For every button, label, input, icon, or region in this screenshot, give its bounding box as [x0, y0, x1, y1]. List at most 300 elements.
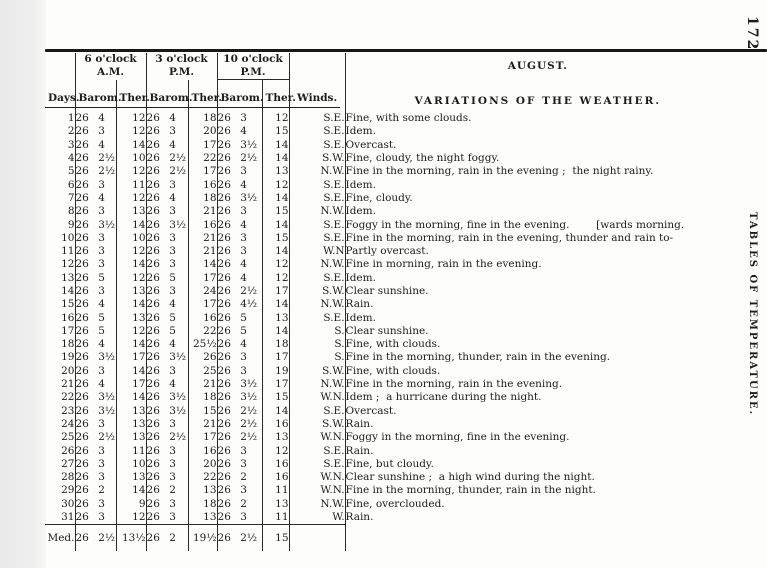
cell-weather: Fine, with clouds. — [345, 338, 441, 351]
cell-winds: N.W. — [289, 298, 345, 311]
cell-winds: S.E. — [289, 272, 345, 285]
table-row — [45, 325, 730, 338]
cell-weather: Fine in the morning, rain in the evening ; the night rainy. — [345, 165, 654, 178]
cell-pm3_ther: 24 — [188, 285, 217, 298]
cell-pm10_bar: 26 2½ — [217, 525, 262, 552]
cell-weather: Fine in the morning, rain in the evening, thunder and rain to- — [345, 231, 674, 244]
cell-am_ther: 13 — [116, 205, 146, 218]
table-row — [45, 458, 730, 471]
cell-day: 9 — [45, 218, 75, 231]
cell-pm3_ther: 21 — [188, 205, 217, 218]
group-header-3pm: 3 o'clock P.M. — [146, 53, 217, 80]
cell-winds: N.W. — [289, 165, 345, 178]
cell-am_ther: 11 — [116, 444, 146, 457]
cell-weather: Fine in the morning, thunder, rain in the evening. — [345, 351, 611, 364]
cell-pm3_bar: 26 3 — [146, 458, 188, 471]
table-head — [45, 53, 730, 112]
cell-am_bar: 26 3 — [75, 444, 116, 457]
cell-pm3_ther: 25 — [188, 365, 217, 378]
cell-winds: S.E. — [289, 218, 345, 231]
cell-pm3_bar: 26 3 — [146, 245, 188, 258]
cell-am_ther: 14 — [116, 484, 146, 497]
cell-am_ther: 14 — [116, 139, 146, 152]
cell-pm10_ther: 14 — [262, 152, 289, 165]
cell-pm3_ther: 21 — [188, 418, 217, 431]
cell-pm10_bar: 26 3 — [217, 444, 262, 457]
cell-pm10_bar: 26 4 — [217, 218, 262, 231]
cell-weather: Clear sunshine. — [345, 285, 429, 297]
cell-weather: Overcast. — [345, 404, 397, 417]
cell-day: 22 — [45, 391, 75, 404]
cell-am_bar: 26 2½ — [75, 165, 116, 178]
cell-am_bar: 26 3 — [75, 418, 116, 431]
cell-am_bar: 26 2½ — [75, 525, 116, 552]
cell-pm3_bar: 26 2 — [146, 525, 188, 552]
table-row — [45, 484, 730, 497]
cell-pm10_bar: 26 4 — [217, 258, 262, 271]
table-row — [45, 165, 730, 178]
cell-day: 30 — [45, 498, 75, 511]
cell-am_ther: 13 — [116, 431, 146, 444]
col-header-barom-6am: Barom. — [75, 80, 116, 113]
cell-pm3_bar: 26 3½ — [146, 218, 187, 231]
cell-pm3_bar: 26 2½ — [146, 165, 187, 178]
cell-pm3_bar: 26 3 — [146, 258, 188, 271]
cell-pm3_ther: 18 — [188, 112, 217, 125]
weather-heading: VARIATIONS OF THE WEATHER. — [414, 95, 662, 107]
cell-winds: S. — [289, 338, 345, 351]
cell-day: 18 — [45, 338, 75, 351]
cell-am_ther: 11 — [116, 178, 146, 191]
table-row — [45, 498, 730, 511]
cell-pm10_bar: 26 3 — [217, 511, 262, 525]
cell-pm10_ther: 18 — [262, 338, 289, 351]
cell-day: 31 — [45, 511, 75, 525]
cell-pm10_ther: 19 — [262, 365, 289, 378]
cell-pm3_bar: 26 5 — [146, 311, 188, 324]
cell-pm10_ther: 17 — [262, 285, 289, 298]
cell-day: 14 — [45, 285, 75, 298]
cell-winds: S.E. — [289, 178, 345, 191]
month-title: AUGUST. — [507, 59, 568, 72]
cell-am_ther: 13 — [116, 418, 146, 431]
winds-header-spacer — [289, 53, 345, 80]
cell-am_ther: 12 — [116, 245, 146, 258]
cell-pm10_ther: 13 — [262, 311, 289, 324]
cell-winds — [289, 525, 345, 552]
cell-pm10_ther: 12 — [262, 112, 289, 125]
cell-weather: Fine, but cloudy. — [345, 457, 434, 470]
cell-day: 3 — [45, 139, 75, 152]
cell-pm3_bar: 26 4 — [146, 298, 188, 311]
cell-pm10_bar: 26 2½ — [217, 152, 262, 165]
cell-weather: Fine in the morning, rain in the evening. — [345, 378, 563, 391]
cell-pm10_bar: 26 3 — [217, 232, 262, 245]
cell-weather: Fine, with some clouds. — [345, 112, 472, 125]
cell-am_bar: 26 4 — [75, 139, 116, 152]
cell-pm10_ther: 12 — [262, 444, 289, 457]
cell-am_ther: 12 — [116, 511, 146, 525]
cell-pm10_ther: 15 — [262, 232, 289, 245]
cell-am_ther: 14 — [116, 218, 146, 231]
cell-am_bar: 26 3½ — [75, 391, 116, 404]
cell-day: 17 — [45, 325, 75, 338]
cell-weather: Foggy in the morning, fine in the evening. [wards morning. — [345, 218, 685, 231]
cell-pm10_ther: 16 — [262, 458, 289, 471]
cell-am_ther: 12 — [116, 325, 146, 338]
cell-pm3_ther: 18 — [188, 192, 217, 205]
cell-pm3_bar: 26 4 — [146, 112, 188, 125]
table-row — [45, 218, 730, 231]
cell-pm3_ther: 20 — [188, 458, 217, 471]
cell-pm3_bar: 26 3 — [146, 205, 188, 218]
cell-winds: W.N. — [289, 484, 345, 497]
cell-am_ther: 12 — [116, 272, 146, 285]
cell-am_bar: 26 5 — [75, 311, 116, 324]
table-row — [45, 125, 730, 138]
cell-am_ther: 10 — [116, 232, 146, 245]
cell-pm3_ther: 16 — [188, 444, 217, 457]
cell-day: 16 — [45, 311, 75, 324]
cell-pm3_ther: 15 — [188, 405, 217, 418]
cell-weather — [345, 525, 730, 552]
cell-day: 29 — [45, 484, 75, 497]
cell-pm3_ther: 17 — [188, 272, 217, 285]
cell-weather: Overcast. — [345, 138, 397, 151]
cell-pm3_bar: 26 4 — [146, 378, 188, 391]
cell-day: 2 — [45, 125, 75, 138]
table-row — [45, 378, 730, 391]
cell-day: 19 — [45, 351, 75, 364]
cell-weather: Idem. — [345, 271, 376, 284]
cell-pm10_bar: 26 5 — [217, 311, 262, 324]
table-row — [45, 418, 730, 431]
table-row — [45, 192, 730, 205]
cell-pm10_ther: 11 — [262, 484, 289, 497]
table-row — [45, 338, 730, 351]
cell-pm10_bar: 26 3 — [217, 458, 262, 471]
cell-weather: Idem. — [345, 178, 376, 191]
cell-pm10_ther: 14 — [262, 405, 289, 418]
cell-day: 26 — [45, 444, 75, 457]
table-row — [45, 431, 730, 444]
cell-pm3_bar: 26 3 — [146, 125, 188, 138]
group-header-10pm: 10 o'clock P.M. — [217, 53, 289, 80]
cell-pm10_ther: 12 — [262, 258, 289, 271]
cell-am_bar: 26 4 — [75, 298, 116, 311]
cell-am_bar: 26 3 — [75, 285, 116, 298]
cell-pm10_bar: 26 3½ — [217, 192, 262, 205]
page-gutter-shadow — [0, 0, 46, 568]
cell-am_ther: 14 — [116, 391, 146, 404]
cell-pm10_ther: 15 — [262, 205, 289, 218]
cell-weather: Clear sunshine ; a high wind during the night. — [345, 471, 595, 484]
cell-pm3_ther: 13 — [188, 484, 217, 497]
table-row — [45, 258, 730, 271]
cell-pm3_ther: 22 — [188, 325, 217, 338]
cell-pm10_bar: 26 3½ — [217, 378, 262, 391]
cell-am_ther: 13 — [116, 405, 146, 418]
cell-winds: W.N. — [289, 471, 345, 484]
cell-pm3_bar: 26 2½ — [146, 152, 187, 165]
table-row — [45, 525, 730, 552]
group-header-row — [45, 53, 730, 80]
cell-pm10_ther: 14 — [262, 218, 289, 231]
col-header-ther-6am: Ther. — [116, 80, 146, 113]
table-row — [45, 112, 730, 125]
cell-pm10_ther: 13 — [262, 431, 289, 444]
cell-weather: Fine, cloudy, the night foggy. — [345, 152, 500, 165]
cell-weather: Idem ; a hurricane during the night. — [345, 391, 542, 404]
cell-pm10_ther: 12 — [262, 272, 289, 285]
cell-winds: S.E. — [289, 192, 345, 205]
table-row — [45, 365, 730, 378]
cell-am_ther: 13½ — [116, 525, 146, 552]
cell-pm3_bar: 26 3 — [146, 471, 188, 484]
cell-pm10_bar: 26 2 — [217, 471, 262, 484]
cell-pm10_ther: 13 — [262, 498, 289, 511]
cell-pm10_ther: 15 — [262, 125, 289, 138]
table-row — [45, 351, 730, 364]
cell-pm3_bar: 26 5 — [146, 272, 188, 285]
cell-day: Med. — [45, 525, 75, 552]
cell-pm10_bar: 26 4 — [217, 125, 262, 138]
running-side-title: TABLES OF TEMPERATURE. — [747, 212, 758, 417]
cell-pm3_bar: 26 2½ — [146, 431, 187, 444]
cell-am_ther: 13 — [116, 471, 146, 484]
cell-pm10_ther: 14 — [262, 298, 289, 311]
cell-am_bar: 26 3 — [75, 232, 116, 245]
cell-winds: S.E. — [289, 311, 345, 324]
cell-pm3_ther: 14 — [188, 258, 217, 271]
table-row — [45, 178, 730, 191]
cell-pm3_ther: 17 — [188, 165, 217, 178]
cell-winds: W.N. — [289, 431, 345, 444]
cell-pm3_ther: 13 — [188, 511, 217, 525]
cell-pm3_ther: 18 — [188, 498, 217, 511]
cell-am_bar: 26 5 — [75, 325, 116, 338]
cell-day: 12 — [45, 258, 75, 271]
cell-winds: S. — [289, 351, 345, 364]
cell-am_bar: 26 3 — [75, 125, 116, 138]
cell-am_ther: 12 — [116, 125, 146, 138]
cell-winds: S. — [289, 325, 345, 338]
cell-pm10_ther: 14 — [262, 139, 289, 152]
cell-pm3_bar: 26 2 — [146, 484, 188, 497]
cell-pm3_ther: 16 — [188, 311, 217, 324]
cell-pm10_bar: 26 4 — [217, 338, 262, 351]
cell-pm3_ther: 21 — [188, 378, 217, 391]
cell-am_bar: 26 3½ — [75, 351, 116, 364]
cell-am_bar: 26 4 — [75, 112, 116, 125]
cell-pm10_ther: 13 — [262, 165, 289, 178]
cell-weather: Foggy in the morning, fine in the evening. — [345, 431, 570, 444]
cell-day: 10 — [45, 232, 75, 245]
cell-day: 7 — [45, 192, 75, 205]
cell-am_ther: 14 — [116, 298, 146, 311]
cell-winds: S.W. — [289, 285, 345, 298]
cell-am_bar: 26 2½ — [75, 431, 116, 444]
cell-day: 15 — [45, 298, 75, 311]
cell-day: 27 — [45, 458, 75, 471]
cell-winds: S.E. — [289, 444, 345, 457]
cell-pm10_ther: 17 — [262, 378, 289, 391]
cell-am_bar: 26 3 — [75, 498, 116, 511]
cell-day: 21 — [45, 378, 75, 391]
col-header-ther-10pm: Ther. — [262, 80, 289, 113]
col-header-barom-3pm: Barom. — [146, 80, 188, 113]
table-row — [45, 405, 730, 418]
cell-pm10_ther: 14 — [262, 245, 289, 258]
col-header-ther-3pm: Ther. — [188, 80, 217, 113]
cell-weather: Rain. — [345, 511, 374, 524]
cell-pm3_ther: 16 — [188, 178, 217, 191]
cell-day: 5 — [45, 165, 75, 178]
cell-pm3_bar: 26 5 — [146, 325, 188, 338]
cell-pm10_bar: 26 5 — [217, 325, 262, 338]
table-row — [45, 272, 730, 285]
cell-pm3_ther: 22 — [188, 152, 217, 165]
table-row — [45, 298, 730, 311]
cell-day: 6 — [45, 178, 75, 191]
cell-weather: Rain. — [345, 298, 374, 311]
cell-pm3_ther: 26 — [188, 351, 217, 364]
cell-weather: Idem. — [345, 311, 376, 324]
table-row — [45, 471, 730, 484]
cell-pm10_bar: 26 2 — [217, 498, 262, 511]
cell-pm3_ther: 19½ — [188, 525, 217, 552]
cell-am_bar: 26 2 — [75, 484, 116, 497]
cell-weather: Rain. — [345, 417, 374, 430]
cell-winds: S.E. — [289, 405, 345, 418]
cell-day: 4 — [45, 152, 75, 165]
cell-weather: Rain. — [345, 444, 374, 457]
cell-pm3_bar: 26 3½ — [146, 391, 187, 404]
cell-pm10_ther: 15 — [262, 391, 289, 404]
cell-pm3_bar: 26 3 — [146, 178, 188, 191]
cell-pm3_ther: 18 — [188, 391, 217, 404]
cell-am_bar: 26 3 — [75, 178, 116, 191]
cell-pm10_ther: 14 — [262, 192, 289, 205]
cell-weather: Clear sunshine. — [345, 324, 429, 337]
cell-pm10_bar: 26 3 — [217, 365, 262, 378]
cell-pm3_bar: 26 4 — [146, 139, 188, 152]
cell-pm3_ther: 21 — [188, 245, 217, 258]
cell-winds: S.E. — [289, 139, 345, 152]
table-row — [45, 205, 730, 218]
cell-am_bar: 26 3 — [75, 258, 116, 271]
cell-winds: S.E. — [289, 125, 345, 138]
cell-weather: Idem. — [345, 205, 376, 218]
cell-winds: N.W. — [289, 205, 345, 218]
table-row — [45, 311, 730, 324]
col-header-barom-10pm: Barom. — [217, 80, 262, 113]
cell-pm10_bar: 26 3 — [217, 351, 262, 364]
cell-am_ther: 14 — [116, 338, 146, 351]
cell-pm3_bar: 26 3 — [146, 498, 188, 511]
cell-day: 8 — [45, 205, 75, 218]
cell-pm3_bar: 26 4 — [146, 192, 188, 205]
cell-am_ther: 13 — [116, 311, 146, 324]
table-row — [45, 139, 730, 152]
group-header-6am: 6 o'clock A.M. — [75, 53, 146, 80]
cell-pm3_bar: 26 4 — [146, 338, 188, 351]
cell-am_ther: 10 — [116, 152, 146, 165]
cell-pm3_bar: 26 3½ — [146, 404, 187, 417]
cell-pm3_bar: 26 3 — [146, 232, 188, 245]
cell-pm10_bar: 26 3½ — [217, 391, 262, 404]
table-row — [45, 152, 730, 165]
table-row — [45, 391, 730, 404]
table-row — [45, 511, 730, 525]
cell-weather: Fine, cloudy. — [345, 191, 413, 204]
cell-am_bar: 26 5 — [75, 272, 116, 285]
cell-pm3_bar: 26 3 — [146, 444, 188, 457]
cell-am_bar: 26 3 — [75, 511, 116, 525]
cell-pm3_ther: 17 — [188, 298, 217, 311]
cell-winds: N.W. — [289, 498, 345, 511]
cell-pm10_bar: 26 3 — [217, 205, 262, 218]
cell-am_bar: 26 4 — [75, 338, 116, 351]
cell-weather: Fine, overclouded. — [345, 497, 445, 510]
cell-weather: Fine, with clouds. — [345, 364, 441, 377]
cell-pm3_ther: 25½ — [188, 338, 217, 351]
cell-pm10_bar: 26 3 — [217, 112, 262, 125]
col-header-winds: Winds. — [289, 80, 345, 113]
cell-pm3_bar: 26 3 — [146, 418, 188, 431]
cell-winds: W.N — [289, 245, 345, 258]
cell-pm3_ther: 22 — [188, 471, 217, 484]
cell-winds: S.E. — [289, 112, 345, 125]
cell-pm10_bar: 26 4 — [217, 178, 262, 191]
cell-pm10_ther: 15 — [262, 525, 289, 552]
cell-weather: Fine in morning, rain in the evening. — [345, 258, 542, 271]
col-header-days: Days. — [45, 80, 75, 113]
cell-pm3_bar: 26 3½ — [146, 351, 187, 364]
cell-pm3_ther: 21 — [188, 232, 217, 245]
cell-pm3_ther: 17 — [188, 431, 217, 444]
page-number: 172 — [744, 16, 760, 52]
column-header-row — [45, 80, 730, 113]
cell-pm10_bar: 26 3 — [217, 165, 262, 178]
cell-winds: S.E. — [289, 458, 345, 471]
table-row — [45, 245, 730, 258]
cell-am_bar: 26 4 — [75, 192, 116, 205]
cell-weather: Partly overcast. — [345, 245, 429, 258]
cell-pm10_bar: 26 2½ — [217, 405, 262, 418]
cell-pm10_bar: 26 4½ — [217, 298, 262, 311]
cell-winds: W.N. — [289, 391, 345, 404]
cell-am_ther: 10 — [116, 458, 146, 471]
cell-weather: Fine in the morning, thunder, rain in the night. — [345, 484, 596, 497]
days-header-spacer — [45, 53, 75, 80]
cell-pm3_bar: 26 3 — [146, 511, 188, 525]
cell-pm10_ther: 11 — [262, 511, 289, 525]
cell-day: 25 — [45, 431, 75, 444]
cell-am_bar: 26 3 — [75, 471, 116, 484]
cell-am_ther: 12 — [116, 165, 146, 178]
cell-pm3_ther: 16 — [188, 218, 217, 231]
cell-am_bar: 26 2½ — [75, 152, 116, 165]
cell-winds: N.W. — [289, 258, 345, 271]
cell-day: 28 — [45, 471, 75, 484]
cell-weather: Idem. — [345, 125, 376, 138]
cell-pm10_ther: 16 — [262, 471, 289, 484]
cell-winds: S.E. — [289, 232, 345, 245]
cell-day: 20 — [45, 365, 75, 378]
cell-am_ther: 13 — [116, 285, 146, 298]
cell-winds: S.W. — [289, 418, 345, 431]
